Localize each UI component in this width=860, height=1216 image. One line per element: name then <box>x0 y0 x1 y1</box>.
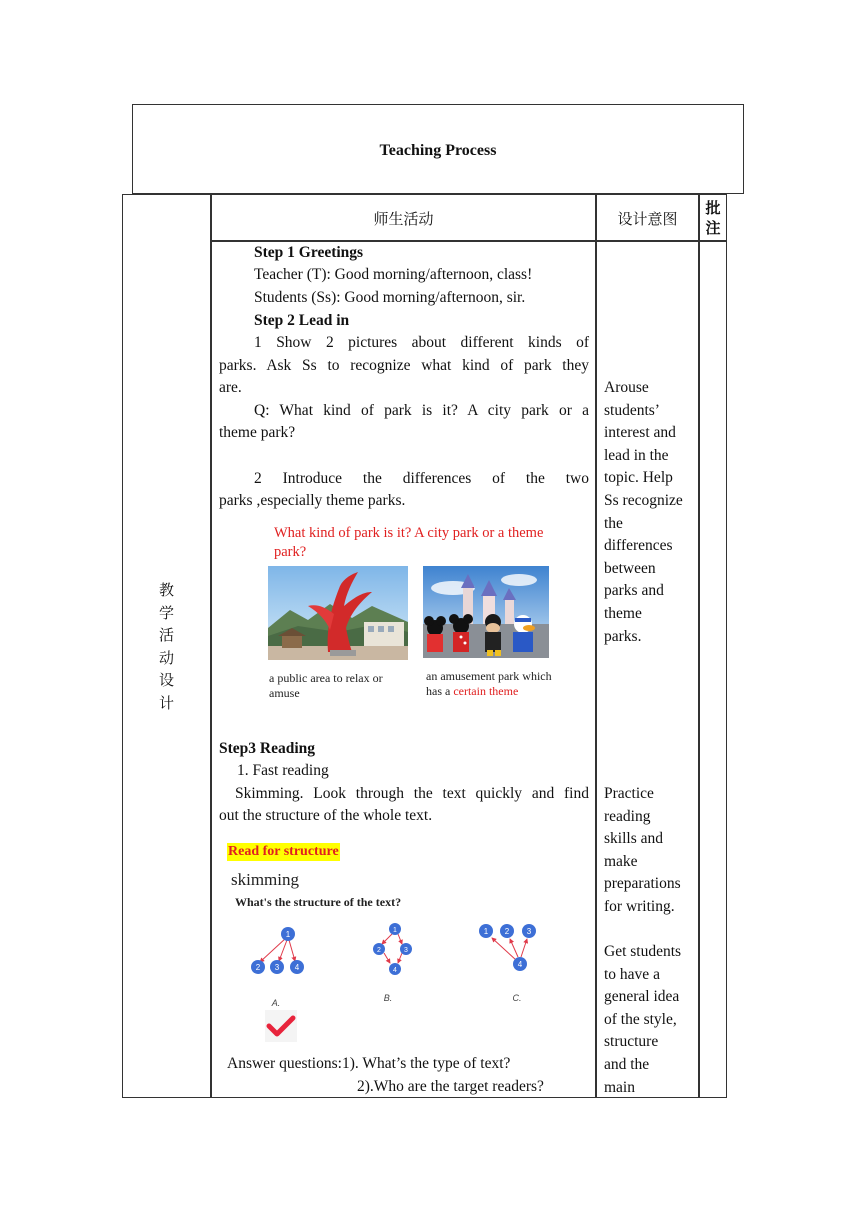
node-label: 2 <box>377 947 381 954</box>
theme-park-caption-line-2 <box>426 684 586 699</box>
page-title: Teaching Process <box>379 142 497 159</box>
label-char: 活 <box>158 626 174 645</box>
skimming-line: out the structure of the whole text. <box>219 807 433 824</box>
node-label: 4 <box>294 963 300 972</box>
step2-text-line: parks. Ask Ss to recognize what kind of park they <box>219 357 589 374</box>
design-line: Get students <box>604 943 682 960</box>
design-line: Practice <box>604 785 654 802</box>
label-char: 计 <box>158 693 174 712</box>
note-cell <box>699 241 727 1098</box>
step2-question-line: theme park? <box>219 424 296 441</box>
node-label: 4 <box>517 960 523 969</box>
city-park-caption <box>269 671 419 701</box>
step2-text-line: are. <box>219 379 242 396</box>
node-label: 2 <box>504 927 510 936</box>
step1-teacher: Teacher (T): Good morning/afternoon, class! <box>254 266 533 283</box>
park-question-line: park? <box>274 544 307 560</box>
design-line: differences <box>604 537 673 555</box>
design-line: parks. <box>604 627 642 645</box>
diagram-b <box>373 923 412 1003</box>
step1-title: Step 1 Greetings <box>254 244 364 261</box>
node-label: 1 <box>285 930 291 939</box>
step3-title: Step3 Reading <box>219 740 316 757</box>
structure-diagrams <box>240 916 560 1048</box>
note-char-1: 批注 <box>705 199 721 237</box>
vertical-label <box>123 579 210 715</box>
step2-intro-line: parks ,especially theme parks. <box>219 492 406 509</box>
answer-label: Answer questions: <box>227 1055 342 1072</box>
check-icon <box>265 1010 297 1042</box>
option-b-label: B. <box>383 993 393 1003</box>
design-line: theme <box>604 604 642 622</box>
theme-park-caption-line: an amusement park which <box>426 669 552 683</box>
fast-reading-label: 1. Fast reading <box>237 762 329 779</box>
design-line: of the style, <box>604 1010 677 1028</box>
design-line: to have a <box>604 965 660 983</box>
step2-intro-line: 2 Introduce the differences of the two <box>254 470 589 487</box>
design-line: Ss recognize <box>604 491 683 509</box>
label-char: 动 <box>158 648 174 667</box>
step2-title: Step 2 Lead in <box>254 312 350 329</box>
node-label: 2 <box>255 963 261 972</box>
design-line: preparations <box>604 875 681 893</box>
node-label: 4 <box>393 967 397 974</box>
skimming-line: Skimming. Look through the text quickly and find <box>235 785 589 802</box>
skimming-subheading: skimming <box>231 870 300 889</box>
park-question-line: What kind of park is it? A city park or a theme <box>274 525 544 541</box>
node-label: 3 <box>274 963 280 972</box>
label-char: 教 <box>158 581 174 599</box>
step2-text-line: 1 Show 2 pictures about different kinds of <box>254 334 589 351</box>
city-park-caption-line: amuse <box>269 686 300 700</box>
design-block-2 <box>604 783 696 919</box>
design-line: reading <box>604 807 651 825</box>
activity-label-cell <box>122 194 211 1098</box>
theme-park-caption-red: certain theme <box>453 684 519 698</box>
header-main-label: 师生活动 <box>373 210 434 228</box>
design-line: structure <box>604 1033 659 1051</box>
node-label: 3 <box>404 947 408 954</box>
question-2: 2).Who are the target readers? <box>357 1078 544 1095</box>
design-line: between <box>604 559 656 577</box>
node-label: 1 <box>483 927 489 936</box>
step2-question-line: Q: What kind of park is it? A city park or a <box>254 402 589 419</box>
theme-park-image <box>423 566 549 658</box>
node-label: 3 <box>526 927 532 936</box>
design-line: skills and <box>604 830 663 848</box>
question-1: 1). What’s the type of text? <box>341 1055 511 1072</box>
header-note-label <box>700 198 726 238</box>
design-line: students’ <box>604 401 660 419</box>
design-line: lead in the <box>604 446 669 464</box>
design-line: make <box>604 852 638 870</box>
design-line: the <box>604 514 623 532</box>
header-design-label: 设计意图 <box>617 210 678 228</box>
theme-park-caption <box>426 669 586 699</box>
design-line: for writing. <box>604 897 675 915</box>
header-design <box>596 194 699 241</box>
answer-questions-line <box>219 1053 589 1076</box>
design-line: main <box>604 1078 635 1096</box>
design-line: Arouse <box>604 379 649 396</box>
diagram-c <box>479 924 536 1003</box>
park-question-figure <box>266 524 596 562</box>
option-c-label: C. <box>512 993 522 1003</box>
header-main <box>211 194 596 241</box>
design-block-1 <box>604 377 696 648</box>
city-park-image <box>268 566 408 660</box>
design-line: parks and <box>604 582 664 600</box>
diagram-a <box>251 927 304 1008</box>
label-char: 设 <box>158 671 174 690</box>
design-line: and the <box>604 1055 650 1073</box>
header-note <box>699 194 727 241</box>
read-for-structure-heading: Read for structure <box>228 844 339 859</box>
design-line: interest and <box>604 424 676 442</box>
city-park-caption-line: a public area to relax or <box>269 671 383 685</box>
label-char: 学 <box>158 603 174 622</box>
theme-park-caption-pre: has a <box>426 684 454 698</box>
node-label: 1 <box>393 927 397 934</box>
design-line: topic. Help <box>604 469 673 487</box>
design-block-3 <box>604 941 696 1099</box>
title-box <box>132 104 744 194</box>
structure-question: What's the structure of the text? <box>235 895 402 909</box>
option-a-label: A. <box>271 998 281 1008</box>
step1-students: Students (Ss): Good morning/afternoon, sir. <box>254 289 526 306</box>
design-line: general idea <box>604 988 680 1006</box>
